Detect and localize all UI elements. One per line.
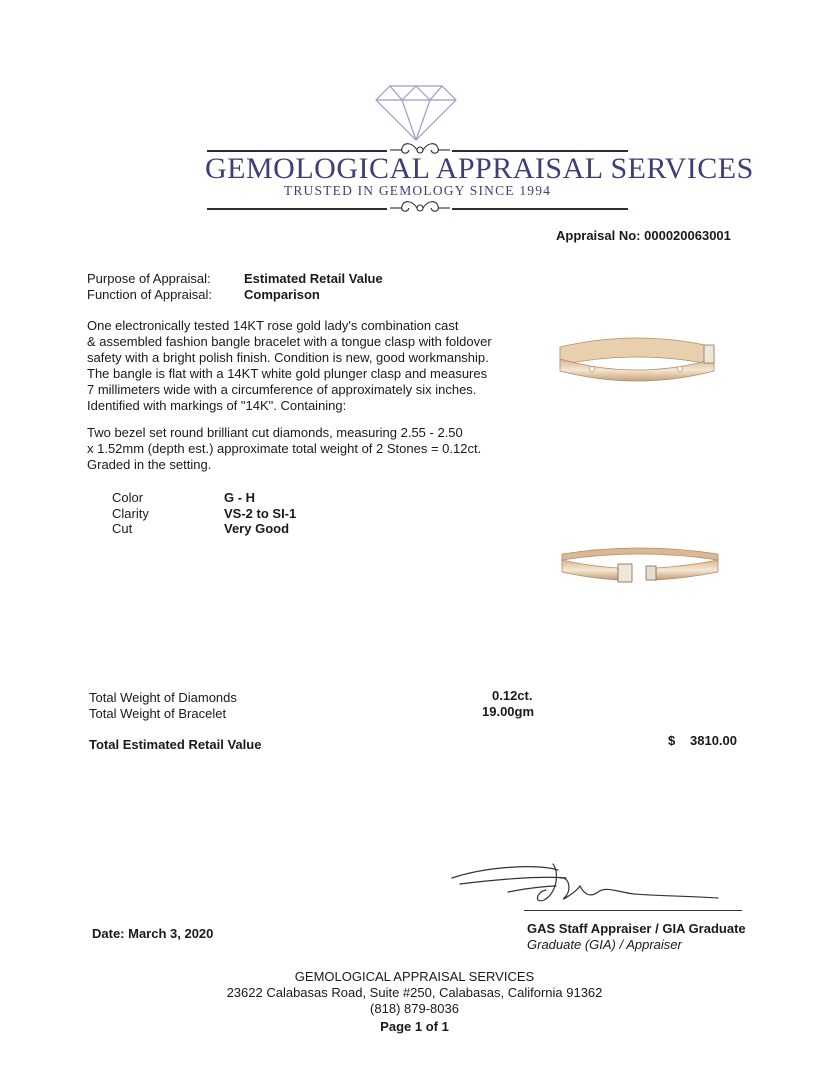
grade-value-color: G - H <box>224 490 256 505</box>
grade-label-clarity: Clarity <box>112 506 149 521</box>
company-tagline: TRUSTED IN GEMOLOGY SINCE 1994 <box>283 183 552 198</box>
purpose-label: Purpose of Appraisal: <box>87 271 211 286</box>
stone-line: Graded in the setting. <box>87 457 212 472</box>
grade-label-color: Color <box>112 490 144 505</box>
total-retail-label: Total Estimated Retail Value <box>89 737 262 752</box>
appraiser-subtitle: Graduate (GIA) / Appraiser <box>527 937 682 952</box>
stone-line: Two bezel set round brilliant cut diamonds, measuring 2.55 - 2.50 <box>87 425 463 440</box>
item-description <box>87 318 492 414</box>
signature-line <box>524 910 742 911</box>
description-line: 7 millimeters wide with a circumference of approximately six inches. <box>87 382 477 397</box>
description-line: The bangle is flat with a 14KT white gold plunger clasp and measures <box>87 366 488 381</box>
description-line: & assembled fashion bangle bracelet with a tongue clasp with foldover <box>87 334 492 349</box>
grade-label-cut: Cut <box>112 521 133 536</box>
grade-value-cut: Very Good <box>224 521 290 536</box>
grade-value-clarity: VS-2 to SI-1 <box>224 506 297 521</box>
logo-bottom-rule <box>207 208 387 210</box>
function-value: Comparison <box>244 287 320 302</box>
description-line: One electronically tested 14KT rose gold lady's combination cast <box>87 318 459 333</box>
footer-address: 23622 Calabasas Road, Suite #250, Calabasas, California 91362 <box>226 985 603 1000</box>
bracelet-photo-open <box>558 540 723 590</box>
stone-description <box>87 425 481 473</box>
company-name: GEMOLOGICAL APPRAISAL SERVICES <box>205 152 754 185</box>
description-line: Identified with markings of "14K". Containing: <box>87 398 347 413</box>
page-number: Page 1 of 1 <box>380 1019 449 1034</box>
function-label: Function of Appraisal: <box>87 287 213 302</box>
total-bracelet-value: 19.00gm <box>482 704 535 719</box>
description-line: safety with a bright polish finish. Condition is new, good workmanship. <box>87 350 489 365</box>
bracelet-photo-closed <box>552 325 722 385</box>
appraisal-date: Date: March 3, 2020 <box>92 926 214 941</box>
total-bracelet-label: Total Weight of Bracelet <box>89 706 227 721</box>
footer-company: GEMOLOGICAL APPRAISAL SERVICES <box>294 969 535 984</box>
total-retail-value: 3810.00 <box>690 733 737 748</box>
stone-line: x 1.52mm (depth est.) approximate total weight of 2 Stones = 0.12ct. <box>87 441 482 456</box>
appraisal-number: Appraisal No: 000020063001 <box>556 228 731 243</box>
footer-phone: (818) 879-8036 <box>370 1001 459 1016</box>
appraiser-title: GAS Staff Appraiser / GIA Graduate <box>527 921 746 936</box>
total-diamonds-label: Total Weight of Diamonds <box>89 690 237 705</box>
appraiser-signature <box>448 852 748 916</box>
total-diamonds-value: 0.12ct. <box>492 688 533 703</box>
ornament-icon <box>388 198 452 218</box>
currency-symbol: $ <box>668 733 676 748</box>
logo-bottom-rule-right <box>452 208 628 210</box>
purpose-value: Estimated Retail Value <box>244 271 383 286</box>
diamond-icon <box>372 82 460 142</box>
